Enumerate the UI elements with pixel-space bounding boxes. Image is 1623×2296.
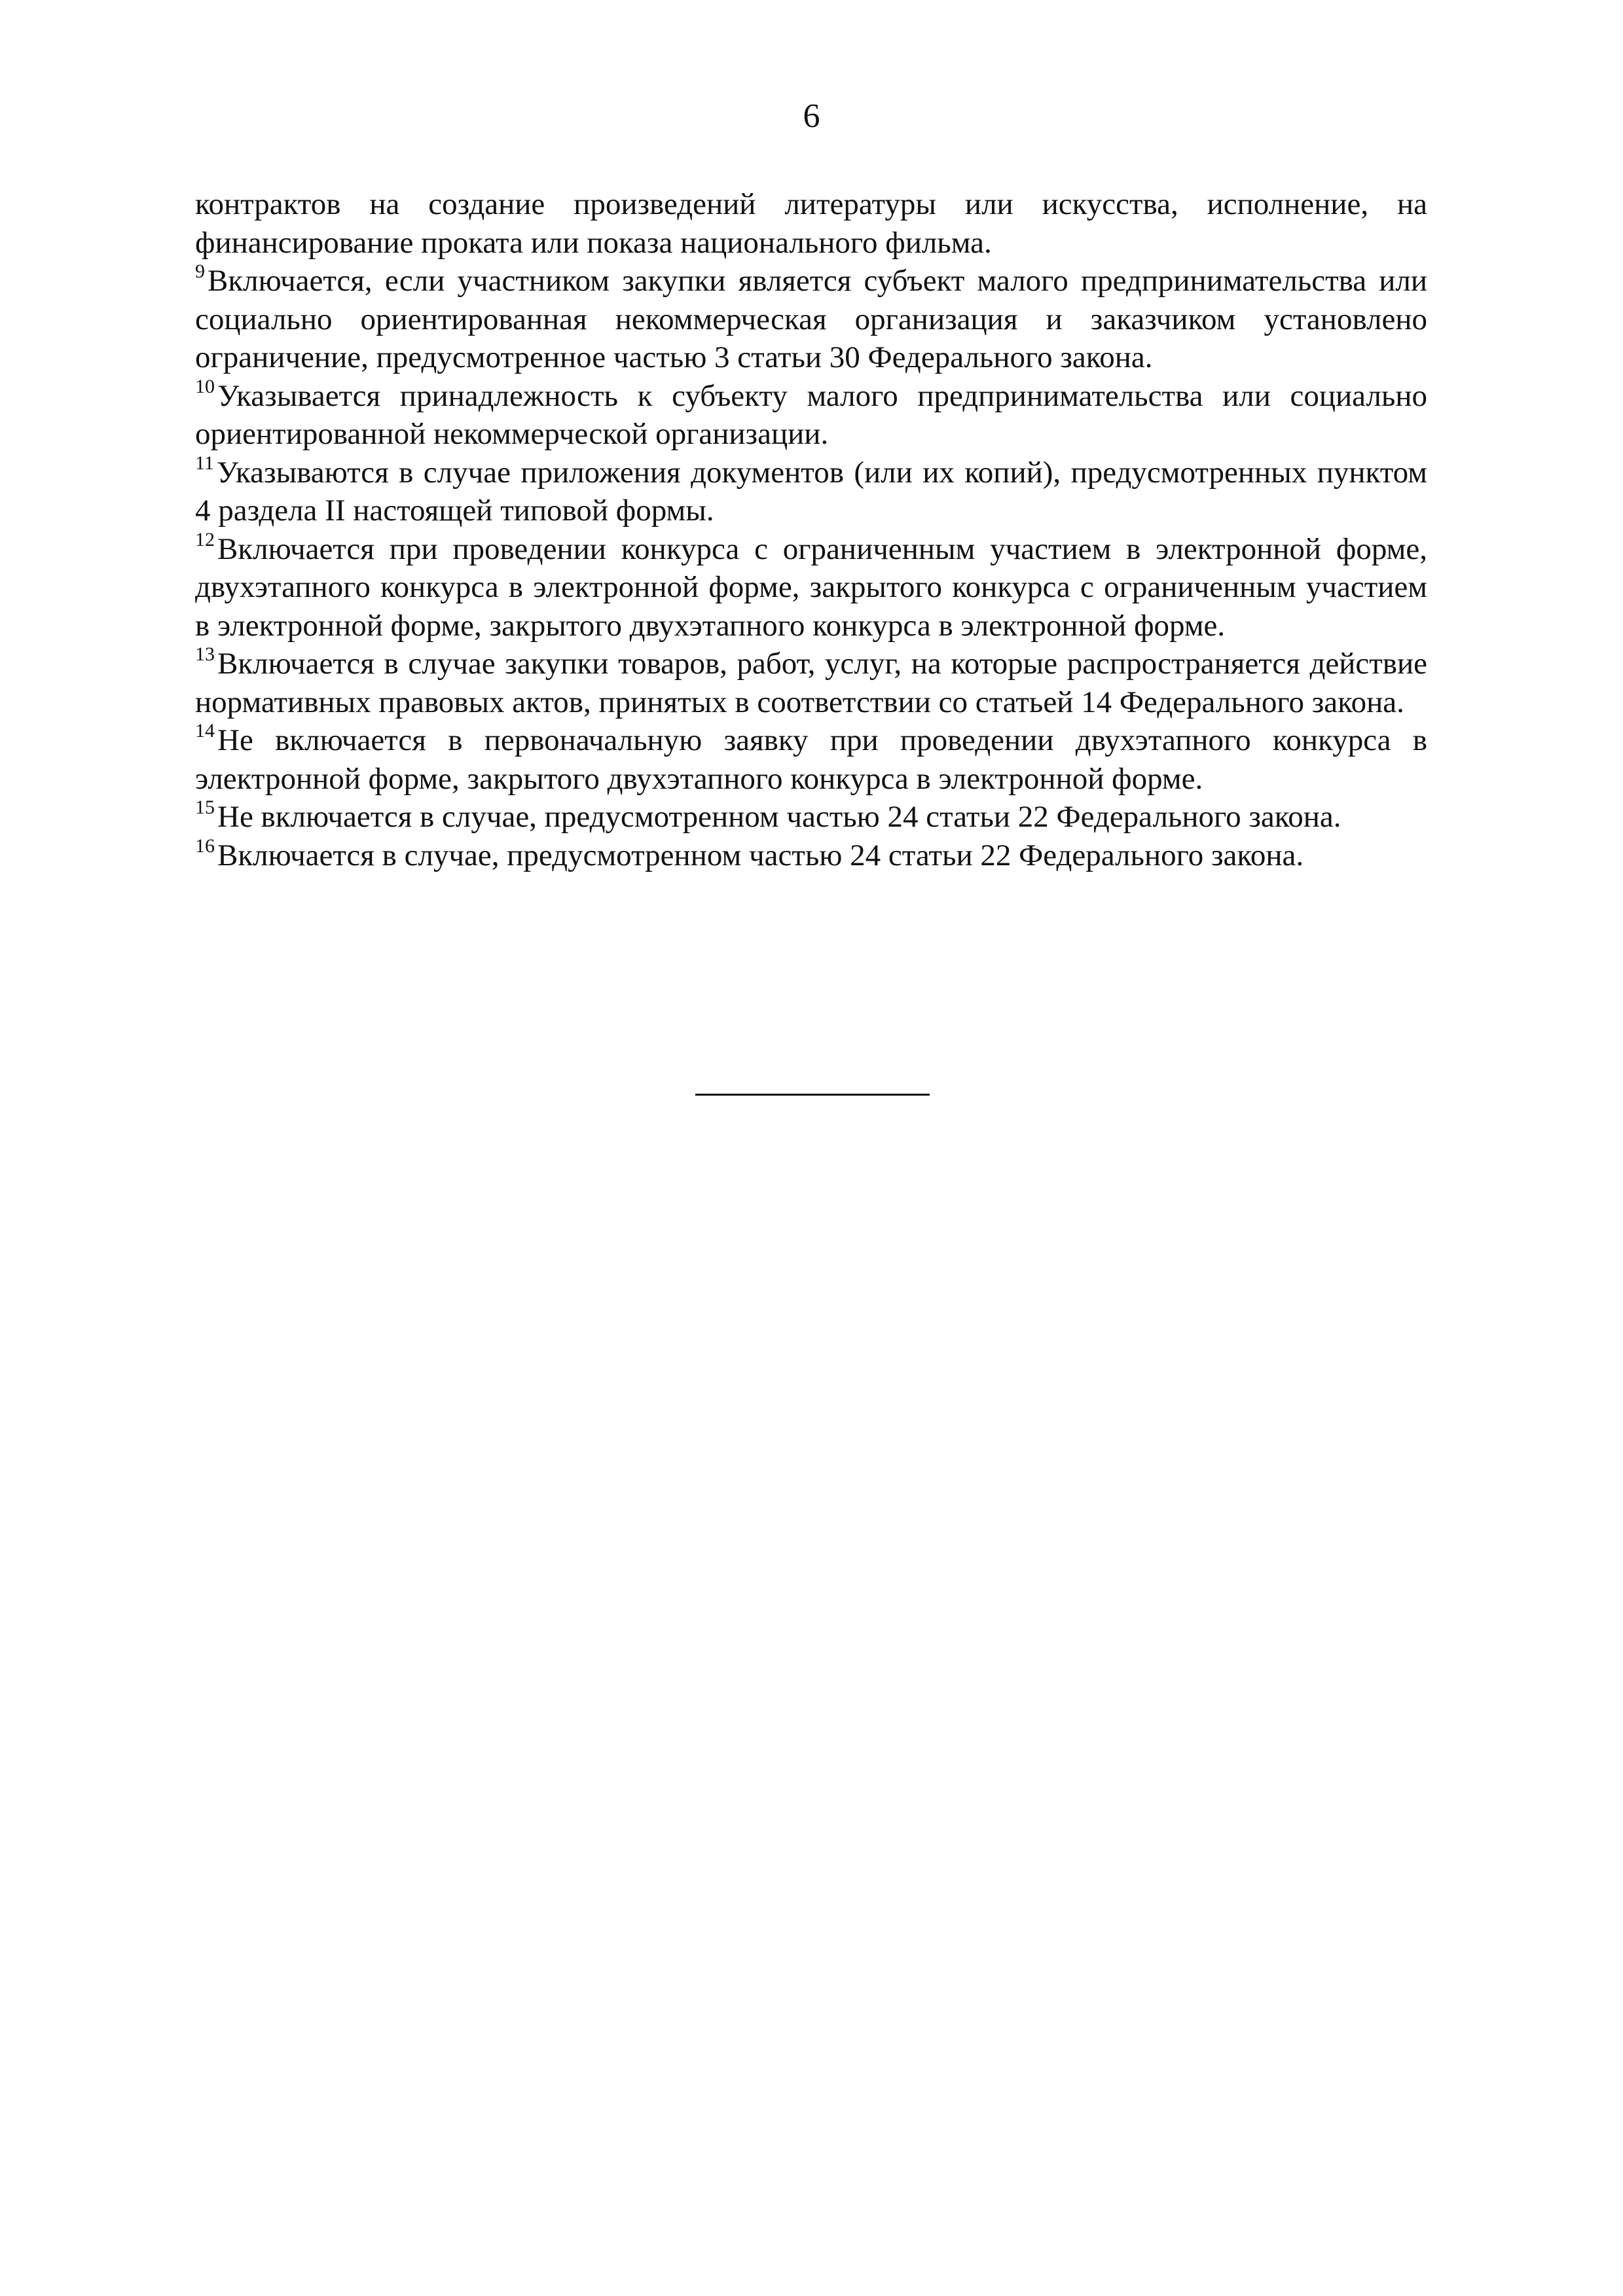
footnote-text: Не включается в первоначальную заявку при проведении двухэтапного конкурса в электронной форме, закрытого двухэтапного конкурса в электронной форме.	[195, 723, 1427, 796]
footnote-marker: 12	[195, 528, 215, 550]
footnote-marker: 14	[195, 720, 215, 742]
footnote-text: контрактов на создание произведений литературы или искусства, исполнение, на финансирование проката или показа национального фильма.	[195, 187, 1427, 260]
footnote-text: Включается при проведении конкурса с ограниченным участием в электронной форме, двухэтапного конкурса в электронной форме, закрытого конкурса с ограниченным участием в электронной форме, закрытого двухэтапного конкурса в электронной форме.	[195, 531, 1427, 643]
end-of-document-rule	[695, 1094, 930, 1096]
footnote-continuation	[195, 185, 1427, 262]
page-number: 6	[803, 98, 820, 135]
footnotes-section	[195, 185, 1427, 874]
footnote-text: Включается, если участником закупки является субъект малого предпринимательства или социально ориентированная некоммерческая организация и заказчиком установлено ограничение, предусмотренное частью 3 статьи 30 Федерального закона.	[195, 264, 1427, 374]
footnote-marker: 15	[195, 797, 215, 818]
footnote-marker: 16	[195, 834, 215, 857]
footnote-14	[195, 721, 1427, 798]
footnote-15	[195, 798, 1427, 836]
footnote-text: Не включается в случае, предусмотренном частью 24 статьи 22 Федерального закона.	[217, 800, 1341, 834]
footnote-text: Указывается принадлежность к субъекту малого предпринимательства или социально ориентированной некоммерческой организации.	[195, 378, 1427, 451]
footnote-marker: 10	[195, 375, 215, 397]
footnote-text: Указываются в случае приложения документов (или их копий), предусмотренных пунктом 4 раздела II настоящей типовой формы.	[195, 455, 1427, 528]
footnote-16	[195, 836, 1427, 875]
footnote-marker: 9	[195, 260, 205, 282]
footnote-text: Включается в случае закупки товаров, работ, услуг, на которые распространяется действие нормативных правовых актов, принятых в соответствии со статьей 14 Федерального закона.	[195, 647, 1427, 719]
footnote-9	[195, 262, 1427, 377]
footnote-text: Включается в случае, предусмотренном частью 24 статьи 22 Федерального закона.	[217, 838, 1304, 872]
footnote-12	[195, 530, 1427, 645]
footnote-marker: 13	[195, 643, 215, 665]
footnote-10	[195, 377, 1427, 454]
footnote-11	[195, 454, 1427, 530]
footnote-marker: 11	[195, 452, 214, 474]
footnote-13	[195, 645, 1427, 721]
